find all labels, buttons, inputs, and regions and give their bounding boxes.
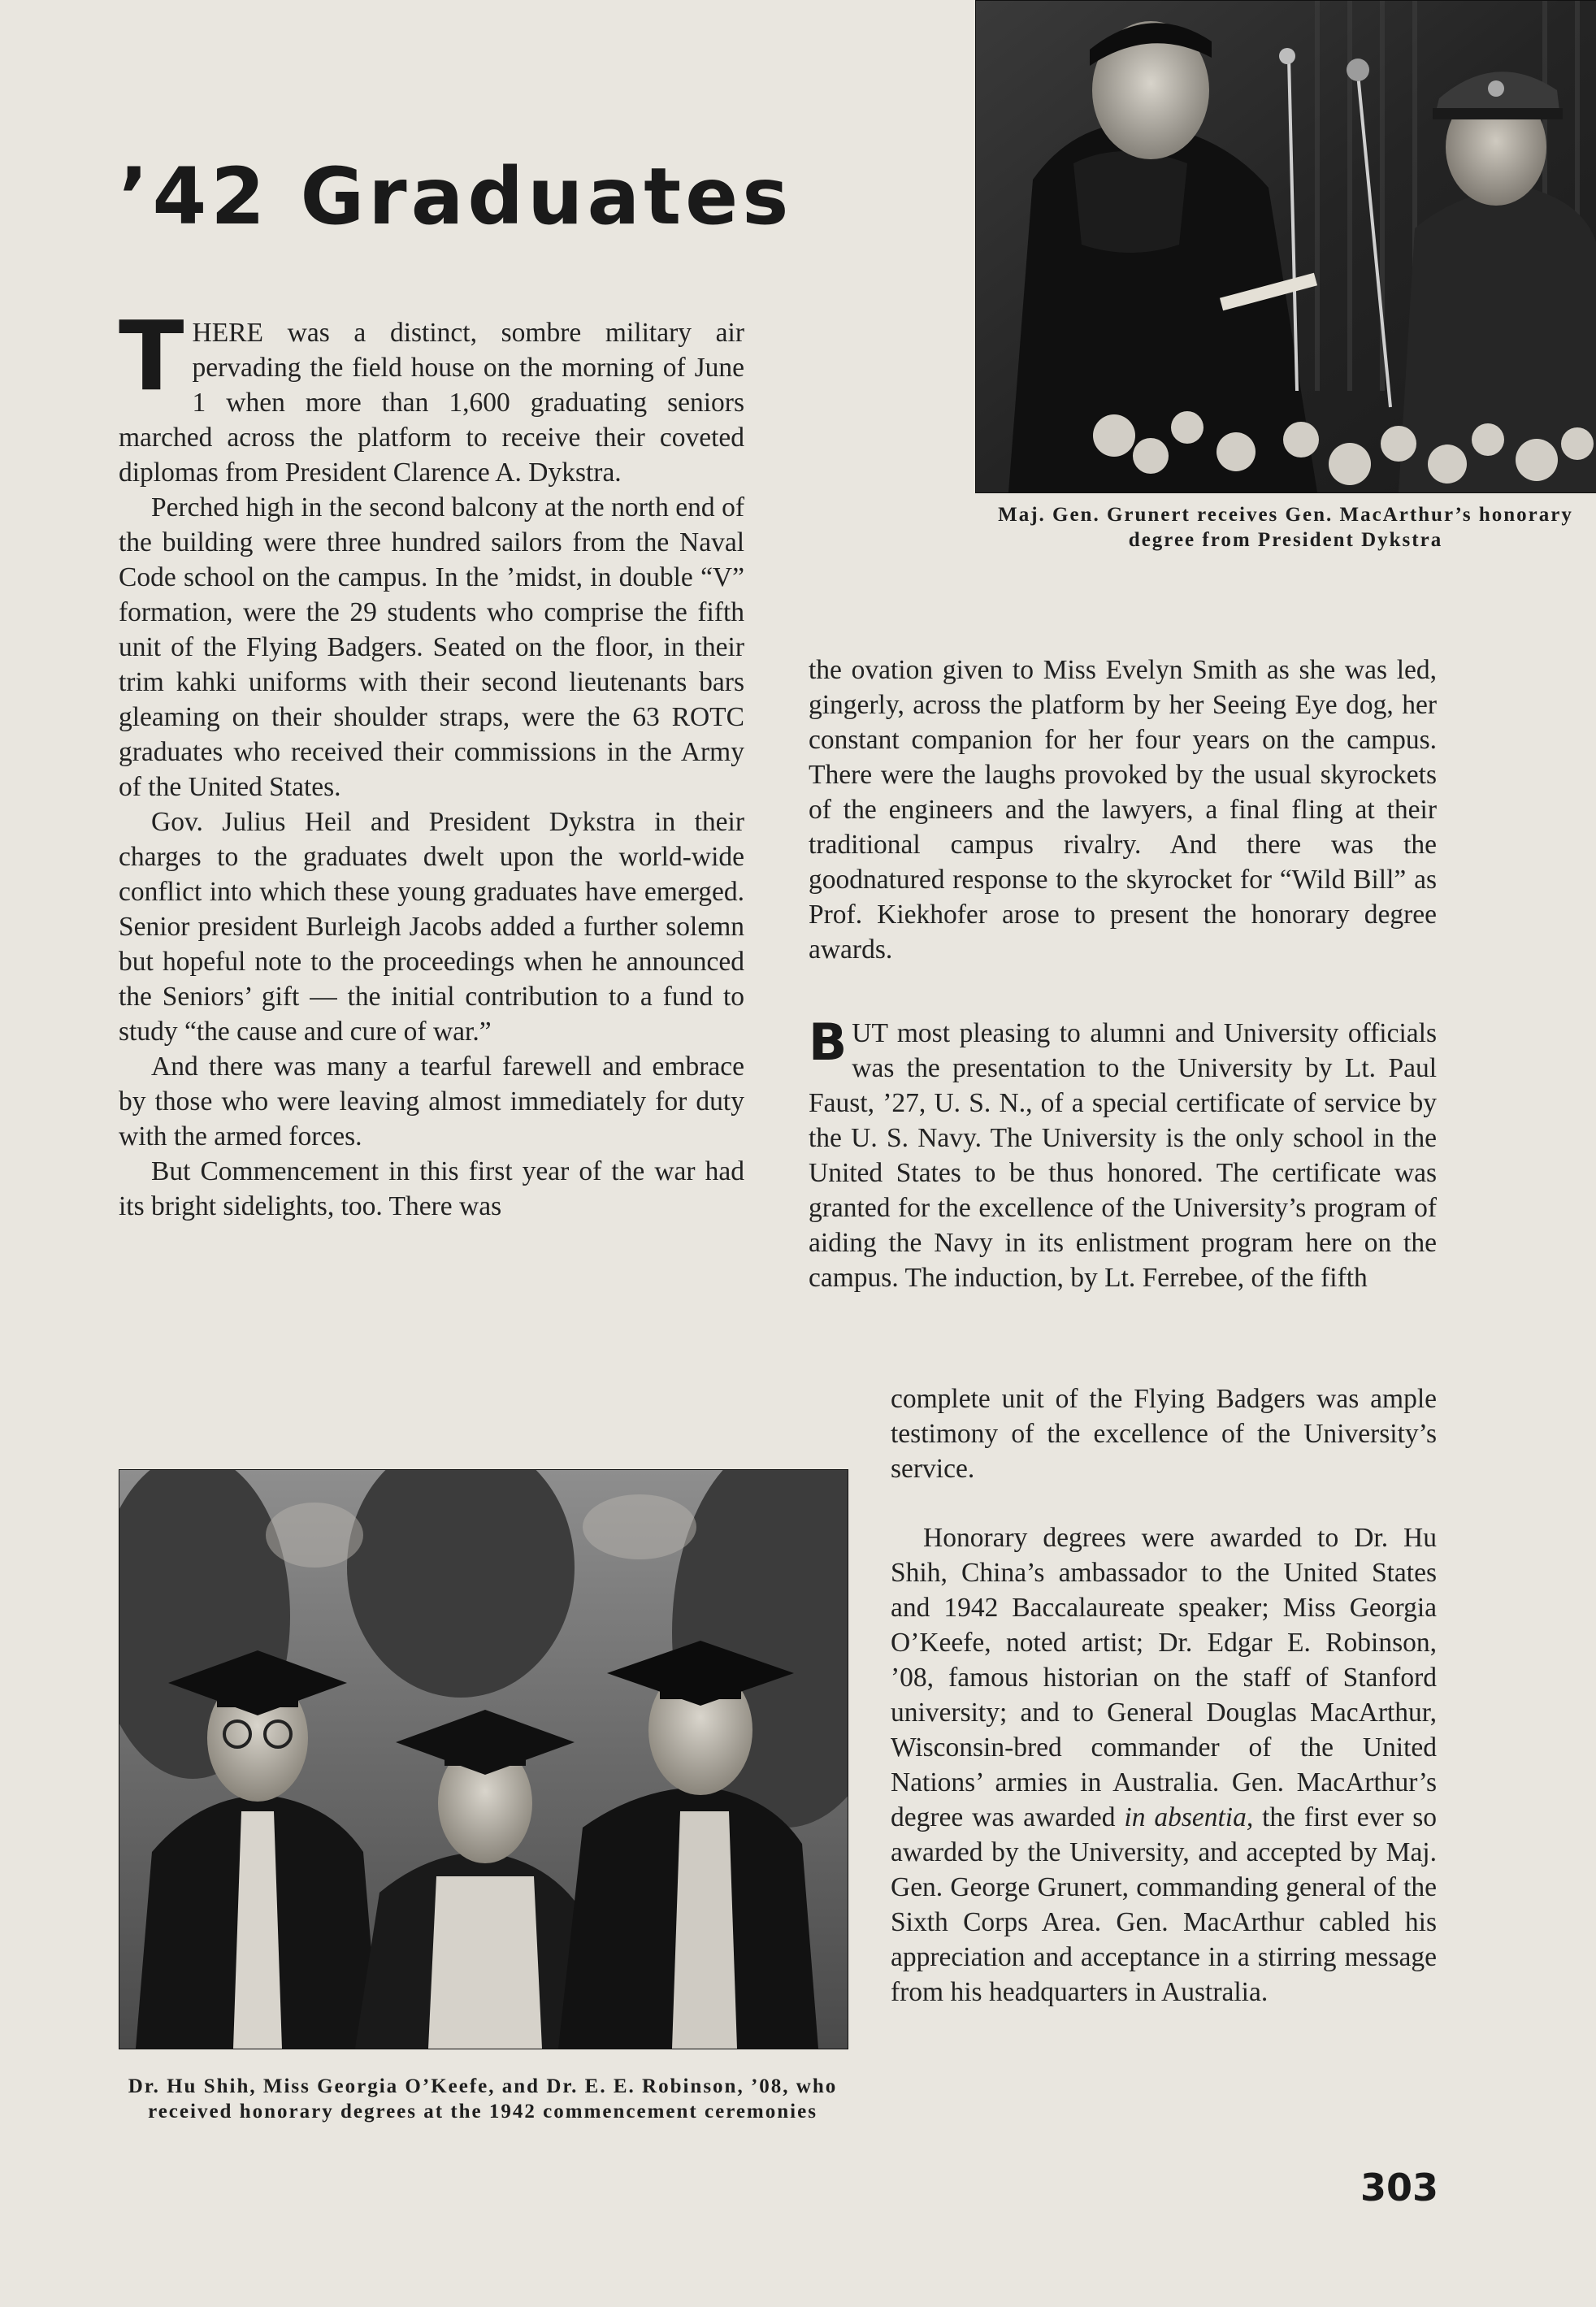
ceremony-photo-caption: Maj. Gen. Grunert receives Gen. MacArthur’s honorary degree from President Dykstra — [998, 504, 1573, 551]
ceremony-photo-image — [976, 1, 1596, 492]
article-column-right — [809, 653, 1437, 1295]
honorees-photo-caption: Dr. Hu Shih, Miss Georgia O’Keefe, and Dr. E. E. Robinson, ’08, who received honorary degrees at the 1942 commencement ceremonies — [128, 2075, 838, 2123]
paragraph-6: the ovation given to Miss Evelyn Smith as she was led, gingerly, across the platform by her Seeing Eye dog, her constant companion for her four years on the campus. There were the laughs provoked by the usual skyrockets of the engineers and the lawyers, a final fling at their traditional campus rivalry. And there was the goodnatured response to the skyrocket for “Wild Bill” as Prof. Kiekhofer arose to present the honorary degree awards. — [809, 655, 1437, 965]
paragraph-5: But Commencement in this first year of the war had its bright sidelights, too. There was — [119, 1156, 744, 1221]
drop-cap-b: B — [809, 1013, 848, 1072]
paragraph-3: Gov. Julius Heil and President Dykstra in their charges to the graduates dwelt upon the world-wide conflict into which these young graduates have emerged. Senior president Burleigh Jacobs added a further solemn but hopeful note to the proceedings when he announced the Seniors’ gift — the initial contribution to a fund to study “the cause and cure of war.” — [119, 807, 744, 1047]
article-column-right-narrow-2 — [891, 1520, 1437, 2010]
article-column-right-narrow — [891, 1381, 1437, 1486]
ceremony-photo — [975, 0, 1596, 493]
paragraph-7-continued: complete unit of the Flying Badgers was ample testimony of the excellence of the University’s service. — [891, 1384, 1437, 1484]
drop-cap-t: T — [119, 300, 184, 412]
paragraph-1: THERE was a distinct, sombre military air pervading the field house on the morning of June 1 when more than 1,600 graduating seniors marched across the platform to receive their coveted diplomas from President Clarence A. Dykstra. — [119, 300, 744, 488]
honorees-photo — [119, 1469, 848, 2049]
paragraph-4: And there was many a tearful farewell and embrace by those who were leaving almost immediately for duty with the armed forces. — [119, 1052, 744, 1151]
page-number: 303 — [1360, 2166, 1438, 2209]
article-column-left — [119, 300, 744, 1224]
article-title: ’42 Graduates — [119, 151, 793, 242]
paragraph-2: Perched high in the second balcony at the north end of the building were three hundred sailors from the Naval Code school on the campus. In the ’midst, in double “V” formation, were the 29 students who comprise the fifth unit of the Flying Badgers. Seated on the floor, in their trim kahki uniforms with their second lieutenants bars gleaming on their shoulder straps, were the 63 ROTC graduates who received their commissions in the Army of the United States. — [119, 492, 744, 802]
honorees-photo-image — [119, 1470, 848, 2049]
paragraph-7: BUT most pleasing to alumni and University officials was the presentation to the University by Lt. Paul Faust, ’27, U. S. N., of a special certificate of service by the U. S. Navy. The University is the only school in the United States to be thus honored. The certificate was granted for the excellence of the University’s program of aiding the Navy in its enlistment program here on the campus. The induction, by Lt. Ferrebee, of the fifth — [809, 1013, 1437, 1293]
paragraph-8: Honorary degrees were awarded to Dr. Hu Shih, China’s ambassador to the United States and 1942 Baccalaureate speaker; Miss Georgia O’Keefe, noted artist; Dr. Edgar E. Robinson, ’08, famous historian on the staff of Stanford university; and to General Douglas MacArthur, Wisconsin-bred commander of the United Nations’ armies in Australia. Gen. MacArthur’s degree was awarded in absentia, the first ever so awarded by the University, and accepted by Maj. Gen. George Grunert, commanding general of the Sixth Corps Area. Gen. MacArthur cabled his appreciation and acceptance in a stirring message from his headquarters in Australia. — [891, 1523, 1437, 2007]
